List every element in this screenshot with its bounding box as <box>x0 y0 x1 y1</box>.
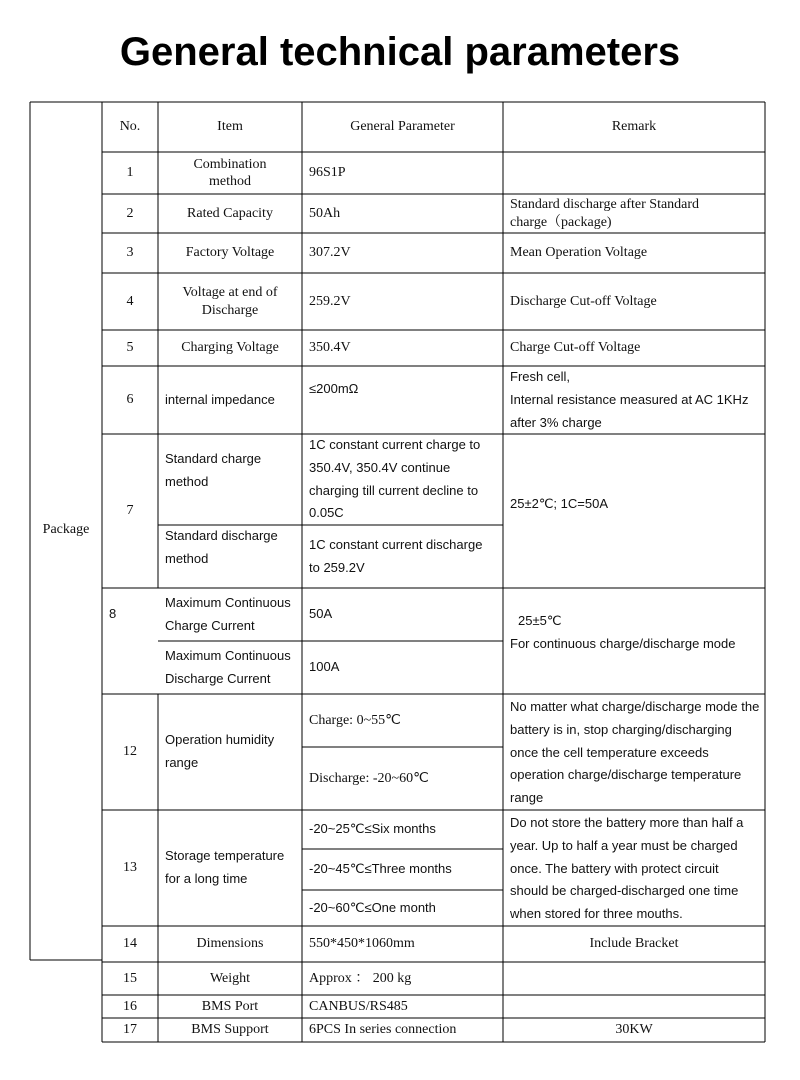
row-17-item: BMS Support <box>191 1022 269 1038</box>
row-8-param-discharge: 100A <box>309 659 340 675</box>
row-7-item-discharge: Standard discharge method <box>165 528 278 566</box>
row-8-no: 8 <box>109 605 117 621</box>
row-15-item: Weight <box>209 970 251 986</box>
row-14-item: Dimensions <box>196 936 264 952</box>
row-7-param-discharge: 1C constant current discharge to 259.2V <box>309 537 483 575</box>
row-2-param: 50Ah <box>309 205 341 221</box>
row-14-remark: Include Bracket <box>589 936 679 952</box>
row-12-remark: No matter what charge/discharge mode the battery is in, stop charging/discharging once the cell temperature exceeds operation charge/discharge temperature range <box>510 699 760 805</box>
row-13-item: Storage temperature for a long time <box>165 848 285 886</box>
header-general-parameter: General Parameter <box>350 119 455 135</box>
row-4-param: 259.2V <box>309 293 351 309</box>
row-5-item: Charging Voltage <box>181 340 279 356</box>
header-no: No. <box>119 119 141 135</box>
row-6-item: internal impedance <box>165 391 275 407</box>
page-title: General technical parameters <box>119 30 681 74</box>
row-17-param: 6PCS In series connection <box>309 1022 457 1038</box>
row-4-item: Voltage at end of Discharge <box>182 285 278 318</box>
row-16-no: 16 <box>123 998 137 1014</box>
row-3-item: Factory Voltage <box>185 245 275 261</box>
row-13-param-one-month: -20~60℃≤One month <box>309 899 436 915</box>
row-15-no: 15 <box>123 970 137 986</box>
row-5-remark: Charge Cut-off Voltage <box>510 340 641 356</box>
row-12-param-discharge: Discharge: -20~60℃ <box>309 770 429 786</box>
row-1-item: Combination method <box>193 156 267 189</box>
row-8-item-discharge: Maximum Continuous Discharge Current <box>165 648 291 686</box>
row-13-param-three-months: -20~45℃≤Three months <box>309 861 452 877</box>
row-12-param-charge: Charge: 0~55℃ <box>309 712 401 728</box>
header-remark: Remark <box>611 119 657 135</box>
row-1-no: 1 <box>126 165 134 181</box>
group-label-package: Package <box>42 522 90 538</box>
row-8-remark-temp: 25±5℃ <box>518 613 562 628</box>
row-3-no: 3 <box>126 245 134 261</box>
row-3-param: 307.2V <box>309 245 351 261</box>
row-13-param-six-months: -20~25℃≤Six months <box>309 821 436 837</box>
row-14-param: 550*450*1060mm <box>309 936 415 952</box>
row-7-no: 7 <box>126 503 134 519</box>
row-5-param: 350.4V <box>309 340 351 356</box>
row-6-remark: Fresh cell, Internal resistance measured at AC 1KHz after 3% charge <box>510 369 749 430</box>
header-item: Item <box>217 119 243 135</box>
row-1-param: 96S1P <box>309 165 346 181</box>
row-2-remark: Standard discharge after Standard charge（package) <box>510 197 700 230</box>
row-13-remark: Do not store the battery more than half a year. Up to half a year must be charged once. The battery with protect circuit should be charged-discharged one time when stored for three mouths. <box>510 815 744 921</box>
row-6-no: 6 <box>126 392 134 408</box>
row-12-no: 12 <box>123 744 137 760</box>
row-8-item-charge: Maximum Continuous Charge Current <box>165 595 291 633</box>
row-12-item: Operation humidity range <box>165 732 275 770</box>
row-2-no: 2 <box>126 205 134 221</box>
row-16-item: BMS Port <box>201 998 259 1014</box>
row-8-param-charge: 50A <box>309 606 333 622</box>
row-5-no: 5 <box>126 340 134 356</box>
row-4-no: 4 <box>126 293 134 309</box>
row-2-item: Rated Capacity <box>187 205 273 221</box>
row-16-param: CANBUS/RS485 <box>309 998 408 1014</box>
row-3-remark: Mean Operation Voltage <box>510 245 648 261</box>
row-17-no: 17 <box>123 1022 137 1038</box>
row-15-param: Approx ： 200 kg <box>309 970 412 986</box>
row-8-remark-mode: For continuous charge/discharge mode <box>510 636 736 651</box>
row-7-item-charge: Standard charge method <box>165 451 262 489</box>
row-4-remark: Discharge Cut-off Voltage <box>510 293 657 309</box>
row-13-no: 13 <box>123 860 137 876</box>
row-6-param: ≤200mΩ <box>309 381 359 396</box>
row-17-remark: 30KW <box>615 1022 653 1038</box>
row-7-param-charge: 1C constant current charge to 350.4V, 350.4V continue charging till current decline to 0.05C <box>309 437 481 521</box>
row-7-remark: 25±2℃; 1C=50A <box>510 495 608 511</box>
row-14-no: 14 <box>123 936 137 952</box>
